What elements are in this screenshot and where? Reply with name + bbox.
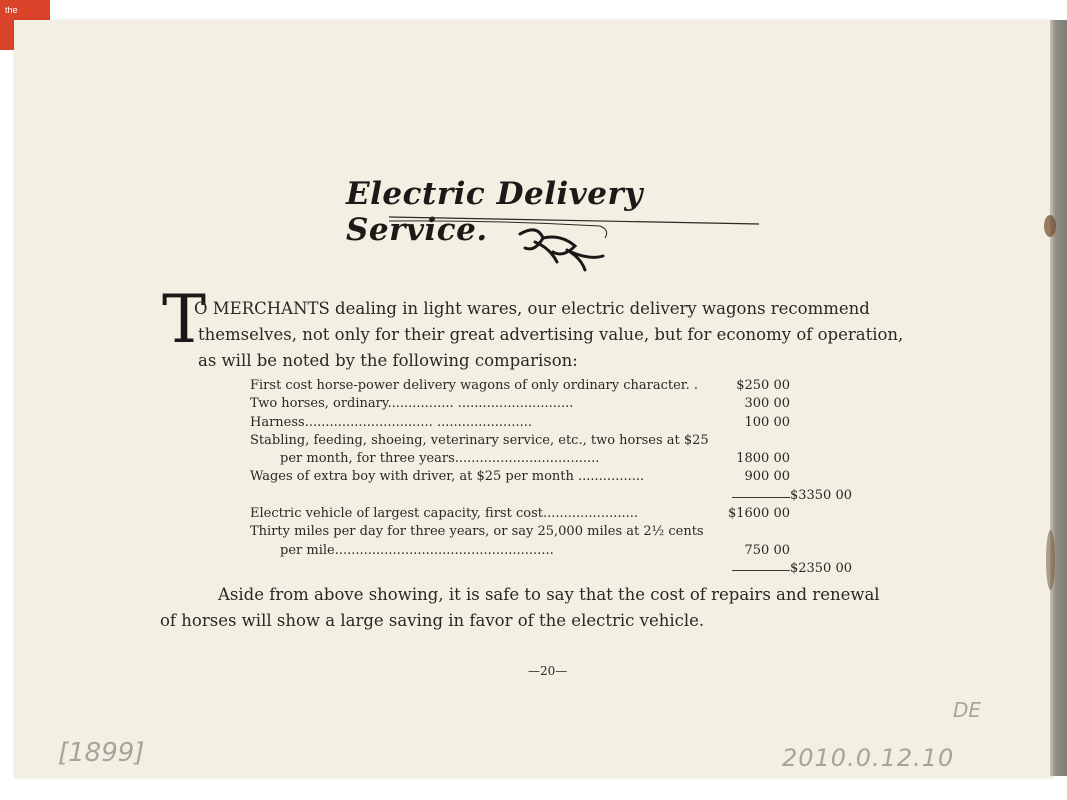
row-label: First cost horse-power delivery wagons of only ordinary character. .	[250, 378, 698, 393]
row-amount: $250 00	[736, 378, 790, 393]
row-label: Thirty miles per day for three years, or say 25,000 miles at 2½ cents	[250, 524, 704, 540]
page-title: Electric Delivery Service.	[346, 176, 643, 248]
edge-stain	[1044, 215, 1056, 237]
subtotal-amount: $3350 00	[789, 487, 852, 503]
row-amount: 1800 00	[736, 451, 790, 467]
page-number: —20—	[528, 664, 568, 678]
table-row	[250, 378, 860, 396]
row-amount: 300 00	[744, 396, 790, 412]
row-amount: 100 00	[744, 414, 790, 430]
subtotal-row	[250, 561, 860, 579]
table-row	[250, 415, 860, 433]
edge-stain	[1046, 530, 1055, 590]
row-label: Two horses, ordinary................ ............................	[250, 396, 574, 412]
table-row	[250, 451, 860, 469]
intro-line-3: as will be noted by the following comparison:	[198, 351, 578, 370]
intro-paragraph	[160, 296, 950, 374]
table-row	[250, 524, 860, 542]
intro-line-2: themselves, not only for their great advertising value, but for economy of operation,	[198, 325, 904, 344]
table-row	[250, 433, 860, 451]
intro-line-1: O MERCHANTS dealing in light wares, our electric delivery wagons recommend	[194, 299, 870, 318]
pencil-initials-annotation: DE	[953, 698, 982, 722]
subtotal-rule	[732, 497, 790, 498]
pencil-accession-number: 2010.0.12.10	[782, 744, 955, 772]
row-amount: $1600 00	[727, 506, 790, 522]
table-row	[250, 396, 860, 414]
book-spine	[1050, 20, 1067, 776]
logo-the: the	[5, 5, 18, 15]
table-row	[250, 543, 860, 561]
closing-paragraph	[160, 582, 950, 634]
subtotal-rule	[732, 570, 790, 571]
row-label: Electric vehicle of largest capacity, first cost.......................	[250, 506, 639, 522]
table-row	[250, 506, 860, 524]
row-label: per mile.....................................................	[280, 542, 554, 558]
title-ornament-icon	[385, 212, 765, 274]
subtotal-amount: $2350 00	[789, 560, 852, 576]
row-label: Stabling, feeding, shoeing, veterinary service, etc., two horses at $25	[250, 432, 709, 448]
table-row	[250, 469, 860, 487]
pencil-year-annotation: [1899]	[58, 738, 145, 768]
row-amount: 750 00	[744, 542, 790, 558]
row-label: per month, for three years...................................	[280, 451, 600, 467]
subtotal-row	[250, 488, 860, 506]
drop-cap: T	[162, 281, 207, 358]
row-label: Harness............................... .......................	[250, 414, 532, 430]
closing-line-2: of horses will show a large saving in favor of the electric vehicle.	[160, 611, 705, 630]
closing-line-1: Aside from above showing, it is safe to say that the cost of repairs and renewal	[218, 585, 880, 604]
cost-comparison-table	[250, 378, 860, 579]
row-amount: 900 00	[744, 469, 790, 485]
row-label: Wages of extra boy with driver, at $25 per month ................	[250, 469, 645, 485]
